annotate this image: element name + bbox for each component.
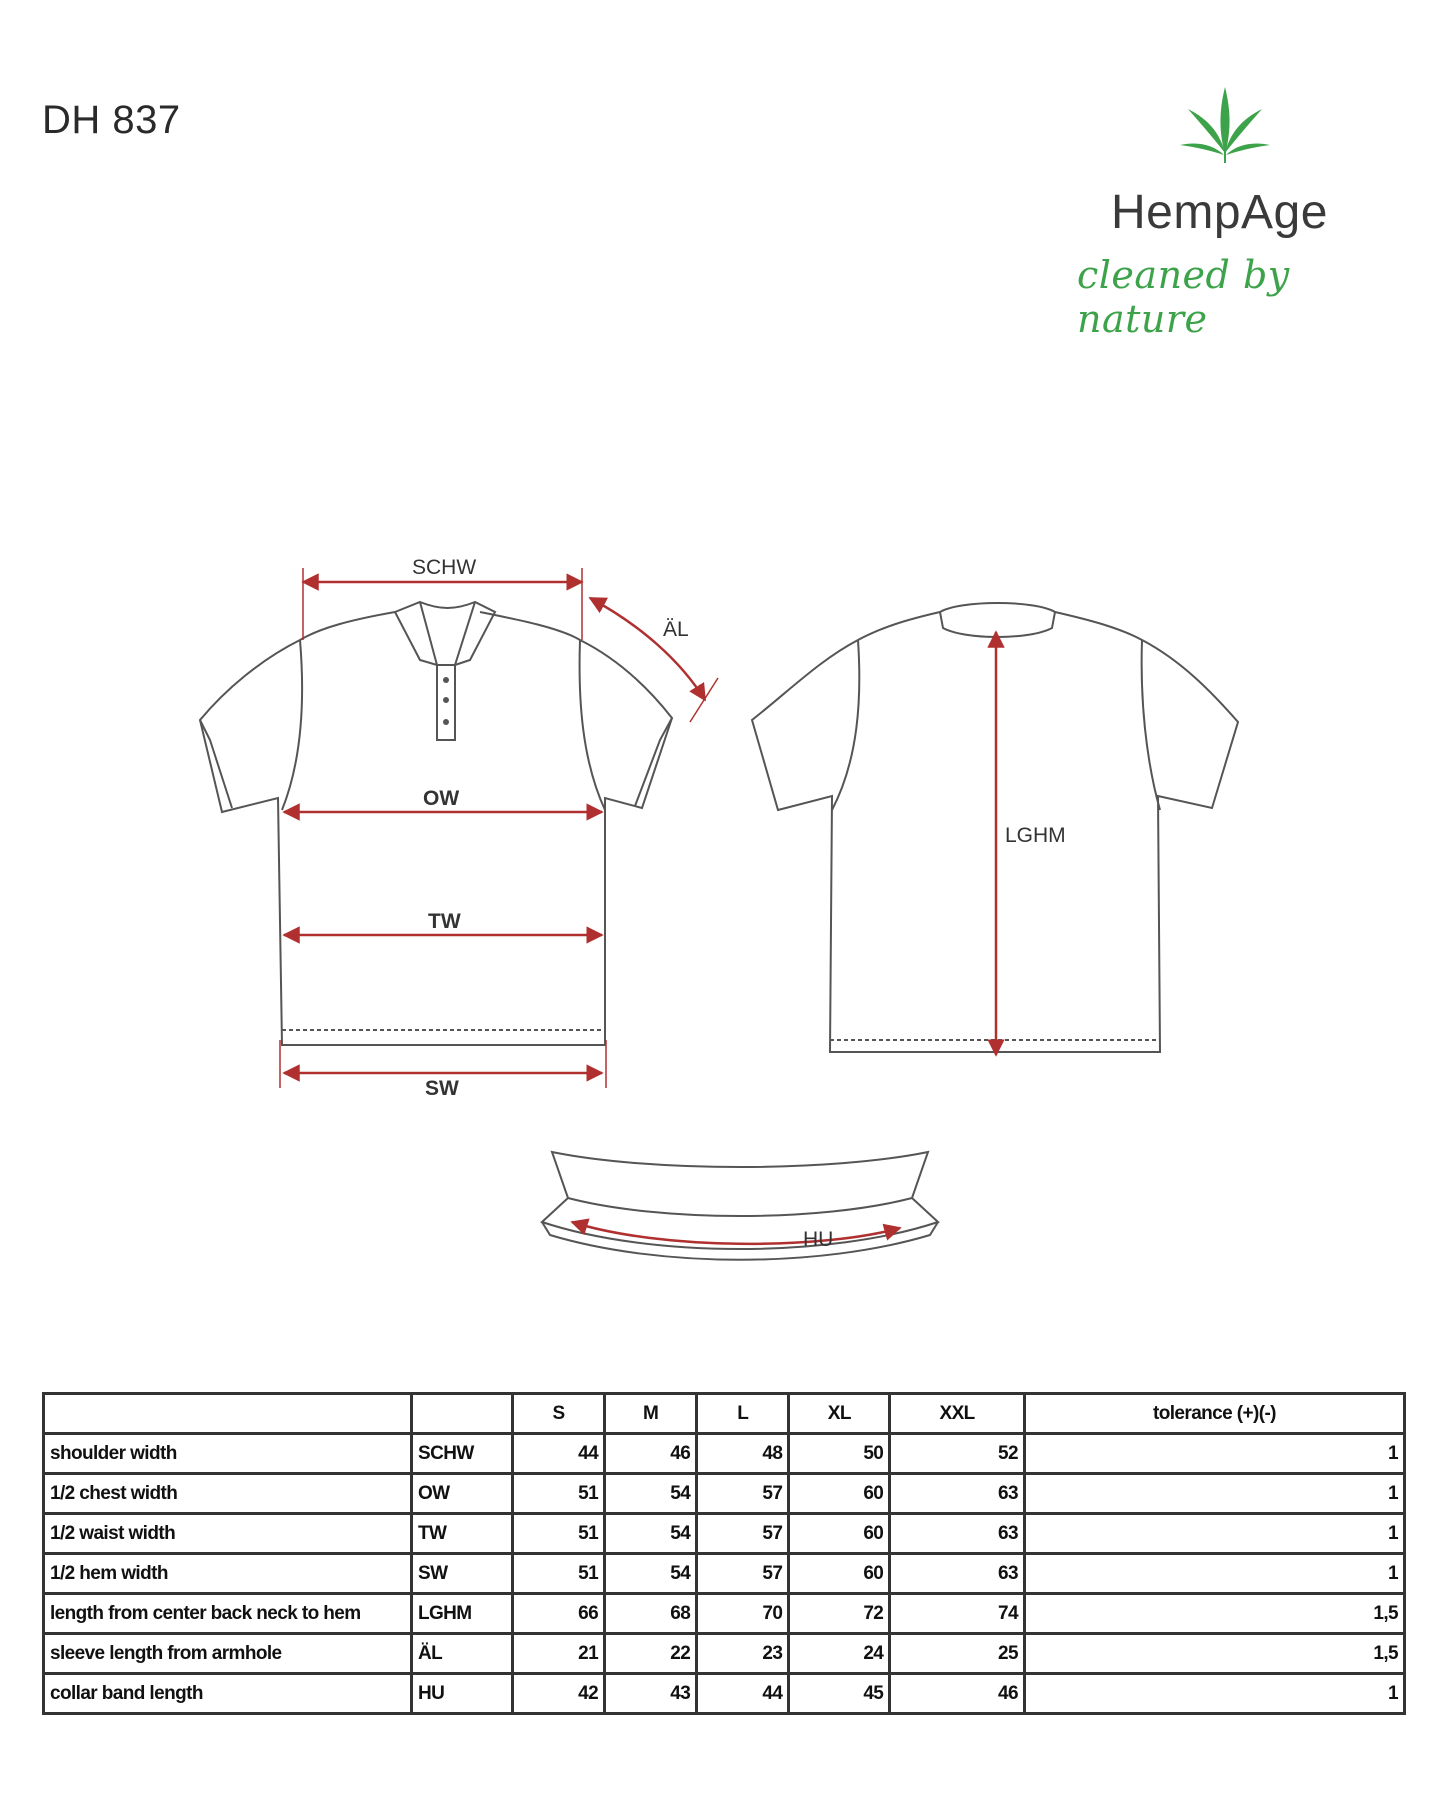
cell-s: 51 — [513, 1474, 605, 1514]
table-header-cell: tolerance (+)(-) — [1024, 1394, 1404, 1434]
cell-m: 54 — [605, 1514, 697, 1554]
table-header-cell: XXL — [890, 1394, 1025, 1434]
label-sw: SW — [425, 1077, 459, 1100]
cell-l: 23 — [697, 1634, 789, 1674]
row-label: length from center back neck to hem — [44, 1594, 412, 1634]
brand-tagline: cleaned by nature — [1077, 253, 1290, 341]
cell-l: 48 — [697, 1434, 789, 1474]
cell-xl: 60 — [789, 1514, 890, 1554]
cell-l: 57 — [697, 1514, 789, 1554]
cell-tolerance: 1,5 — [1024, 1634, 1404, 1674]
cell-m: 68 — [605, 1594, 697, 1634]
cell-xxl: 63 — [890, 1554, 1025, 1594]
cell-xl: 72 — [789, 1594, 890, 1634]
cell-m: 43 — [605, 1674, 697, 1714]
cell-s: 42 — [513, 1674, 605, 1714]
size-table — [42, 1392, 1406, 1715]
cell-s: 66 — [513, 1594, 605, 1634]
cell-xl: 50 — [789, 1434, 890, 1474]
cell-xxl: 46 — [890, 1674, 1025, 1714]
cell-l: 57 — [697, 1474, 789, 1514]
cell-m: 54 — [605, 1474, 697, 1514]
product-code: DH 837 — [42, 98, 181, 142]
cell-m: 22 — [605, 1634, 697, 1674]
label-ow: OW — [423, 787, 460, 810]
label-schw: SCHW — [412, 556, 477, 579]
cell-tolerance: 1 — [1024, 1474, 1404, 1514]
label-hu: HU — [803, 1228, 834, 1251]
cell-s: 21 — [513, 1634, 605, 1674]
cell-xl: 45 — [789, 1674, 890, 1714]
row-label: 1/2 hem width — [44, 1554, 412, 1594]
table-header-cell: XL — [789, 1394, 890, 1434]
cell-xl: 24 — [789, 1634, 890, 1674]
table-row — [44, 1674, 1405, 1714]
row-label: 1/2 chest width — [44, 1474, 412, 1514]
table-row — [44, 1554, 1405, 1594]
cell-tolerance: 1,5 — [1024, 1594, 1404, 1634]
brand-name: HempAge — [1111, 186, 1328, 239]
cell-xl: 60 — [789, 1554, 890, 1594]
row-code: OW — [412, 1474, 513, 1514]
label-tw: TW — [428, 910, 461, 933]
row-code: TW — [412, 1514, 513, 1554]
label-lghm: LGHM — [1005, 824, 1066, 847]
table-row — [44, 1634, 1405, 1674]
row-code: SCHW — [412, 1434, 513, 1474]
row-code: HU — [412, 1674, 513, 1714]
table-row — [44, 1474, 1405, 1514]
row-label: 1/2 waist width — [44, 1514, 412, 1554]
cell-l: 44 — [697, 1674, 789, 1714]
cell-xxl: 52 — [890, 1434, 1025, 1474]
cell-xl: 60 — [789, 1474, 890, 1514]
cell-xxl: 25 — [890, 1634, 1025, 1674]
table-row — [44, 1434, 1405, 1474]
cell-s: 51 — [513, 1554, 605, 1594]
table-row — [44, 1594, 1405, 1634]
cell-s: 44 — [513, 1434, 605, 1474]
table-header-cell — [44, 1394, 412, 1434]
table-header-cell: L — [697, 1394, 789, 1434]
row-code: ÄL — [412, 1634, 513, 1674]
table-row — [44, 1514, 1405, 1554]
row-code: SW — [412, 1554, 513, 1594]
front-shirt-outline — [200, 602, 672, 1045]
row-code: LGHM — [412, 1594, 513, 1634]
table-header-cell: S — [513, 1394, 605, 1434]
cell-tolerance: 1 — [1024, 1554, 1404, 1594]
table-header-row — [44, 1394, 1405, 1434]
cell-m: 54 — [605, 1554, 697, 1594]
cell-l: 57 — [697, 1554, 789, 1594]
cell-s: 51 — [513, 1514, 605, 1554]
table-header-cell: M — [605, 1394, 697, 1434]
front-measurement-lines — [280, 568, 718, 1088]
table-header-cell — [412, 1394, 513, 1434]
row-label: shoulder width — [44, 1434, 412, 1474]
cell-xxl: 63 — [890, 1514, 1025, 1554]
cell-xxl: 63 — [890, 1474, 1025, 1514]
row-label: collar band length — [44, 1674, 412, 1714]
cell-l: 70 — [697, 1594, 789, 1634]
cell-xxl: 74 — [890, 1594, 1025, 1634]
label-al: ÄL — [663, 618, 689, 641]
cell-m: 46 — [605, 1434, 697, 1474]
cell-tolerance: 1 — [1024, 1434, 1404, 1474]
row-label: sleeve length from armhole — [44, 1634, 412, 1674]
cell-tolerance: 1 — [1024, 1674, 1404, 1714]
cell-tolerance: 1 — [1024, 1514, 1404, 1554]
